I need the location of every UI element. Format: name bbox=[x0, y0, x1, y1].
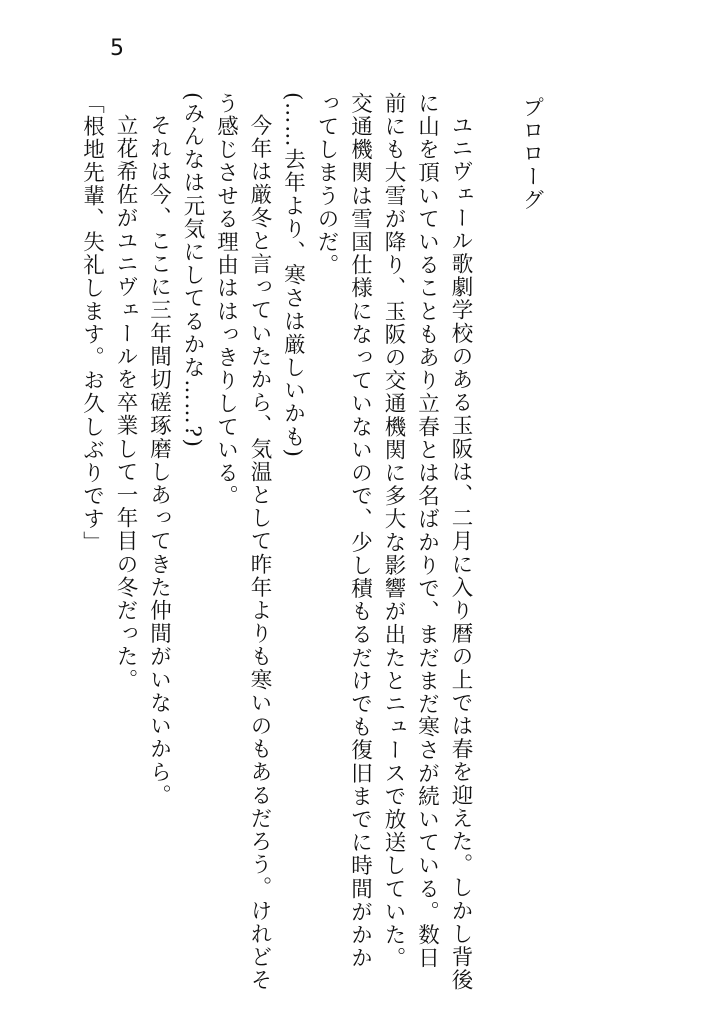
chapter-title: プロローグ bbox=[519, 96, 544, 212]
title-spacer bbox=[477, 92, 511, 93]
body-text bbox=[75, 92, 548, 992]
paragraph-1: ユニヴェール歌劇学校のある玉阪は、二月に入り暦の上では春を迎えた。しかし背後に山を頂いていることもあり立春とは名ばかりで、まだまだ寒さが続いている。数日前にも大雪が降り、玉阪の交通機関に多大な影響が出たとニュースで放送していた。交通機関は雪国仕様になっていないので、少し積もるだけでも復旧までに時間がかかってしまうのだ。 bbox=[314, 92, 473, 992]
paragraph-7: 「根地先輩、失礼します。お久しぶりです」 bbox=[79, 92, 105, 554]
paragraph-4: (みんなは元気にしてるかな……?) bbox=[180, 92, 205, 449]
paragraph-2: (……去年より、寒さは厳しいかも) bbox=[280, 92, 306, 459]
paragraph-3: 今年は厳冬と言っていたから、気温として昨年よりも寒いのもあるだろう。けれどそう感じさせる理由ははっきりしている。 bbox=[213, 92, 272, 992]
paragraph-6: 立花希佐がユニヴェールを卒業して一年目の冬だった。 bbox=[113, 113, 138, 691]
paragraph-5: それは今、ここに三年間切磋琢磨しあってきた仲間がいないから。 bbox=[146, 113, 172, 807]
page-number: 5 bbox=[110, 36, 124, 61]
